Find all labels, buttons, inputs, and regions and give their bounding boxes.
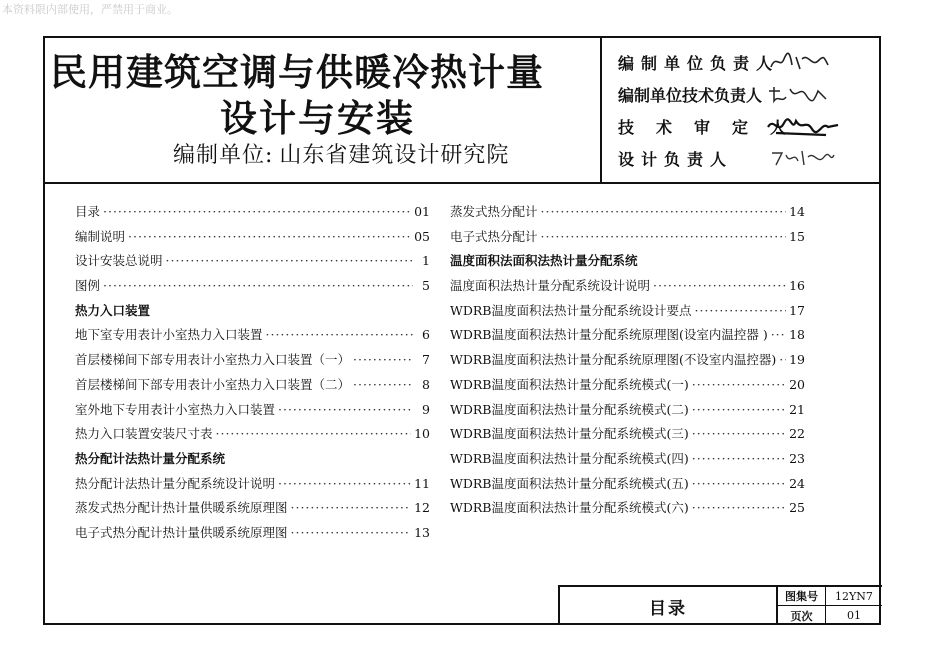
toc-entry-page: 18 [789,327,805,343]
toc-leader-dots [291,500,412,515]
toc-leader-dots [128,229,411,244]
toc-entry [75,375,430,400]
toc-section-heading [75,449,430,474]
toc-entry [450,424,805,449]
toc-entry-title: WDRB温度面积法热计量分配系统模式(二) [450,401,689,417]
toc-leader-dots [103,204,411,219]
handwritten-signature [766,145,846,171]
toc-entry-title: WDRB温度面积法热计量分配系统模式(一) [450,376,689,392]
toc-entry-title: 图例 [75,278,101,294]
toc-entry-page: 22 [789,426,805,442]
toc-entry [450,375,805,400]
compiler-name: 山东省建筑设计研究院 [279,143,510,168]
atlas-number: 12YN7 [826,587,882,606]
toc-entry-title: 热力入口装置安装尺寸表 [75,426,213,442]
toc-entry [450,202,805,227]
toc-entry [75,400,430,425]
toc-entry-title: 热分配计法热计量分配系统设计说明 [75,475,276,491]
toc-leader-dots [692,377,786,392]
toc-entry-page: 12 [414,500,430,516]
toc-leader-dots [692,500,786,515]
page-number-label: 页次 [778,606,826,625]
toc-entry-page: 20 [789,376,805,392]
handwritten-signature [766,113,846,139]
toc-entry-title: 首层楼梯间下部专用表计小室热力入口装置（一） [75,352,351,368]
toc-entry-title: 电子式热分配计 [450,228,538,244]
toc-entry [450,498,805,523]
toc-entry [450,350,805,375]
toc-entry-page: 1 [422,253,430,269]
toc-leader-dots [692,426,786,441]
toc-leader-dots [353,352,413,367]
toc-entry-title: WDRB温度面积法热计量分配系统原理图(不设室内温控器) [450,352,777,368]
toc-entry-page: 23 [789,450,805,466]
toc-entry [450,449,805,474]
toc-entry-title: WDRB温度面积法热计量分配系统设计要点 [450,302,692,318]
header-divider [600,38,602,182]
atlas-title-line2: 设计与安装 [220,97,415,140]
signatory-role: 设计负责人 [618,149,734,169]
toc-section-heading [75,301,430,326]
signatory-row [618,110,846,142]
toc-leader-dots [692,451,786,466]
toc-entry [75,498,430,523]
page-number: 01 [847,609,861,622]
toc-leader-dots [692,402,786,417]
signatory-row [618,142,846,174]
toc-leader-dots [653,278,786,293]
toc-entry [450,400,805,425]
toc-entry-title: 目录 [75,204,101,219]
toc-entry-title: 地下室专用表计小室热力入口装置 [75,327,263,343]
toc-entry [450,325,805,350]
toc-entry-page: 17 [789,302,805,318]
toc-entry [450,227,805,252]
toc-entry-title: WDRB温度面积法热计量分配系统模式(六) [450,500,689,516]
signatory-row [618,46,846,78]
handwritten-signature [766,81,846,107]
compiler-line [173,138,509,169]
toc-leader-dots [692,476,786,491]
toc-entry-page: 8 [422,376,430,392]
signatory-block [618,46,846,174]
toc-entry [75,325,430,350]
toc-entry [450,301,805,326]
toc-entry-title: WDRB温度面积法热计量分配系统模式(三) [450,426,689,442]
toc-entry-title: 设计安装总说明 [75,253,163,269]
toc-entry [75,251,430,276]
handwritten-signature [766,49,846,75]
toc-right-column [450,202,805,523]
toc-entry-title: 室外地下专用表计小室热力入口装置 [75,401,276,417]
toc-entry-page: 24 [789,475,805,491]
toc-leader-dots [266,327,413,342]
toc-entry [75,202,430,227]
atlas-title-line1: 民用建筑空调与供暖冷热计量 [50,51,544,94]
toc-entry [75,227,430,252]
toc-left-column [75,202,430,548]
toc-entry-title: WDRB温度面积法热计量分配系统模式(四) [450,450,689,466]
sheet-title: 目录 [560,587,778,625]
toc-entry-title: 编制说明 [75,228,126,244]
toc-entry-page: 9 [422,401,430,417]
signatory-role: 编制单位负责人 [618,53,780,73]
toc-entry-title: 热力入口装置 [75,302,151,318]
toc-leader-dots [216,426,412,441]
toc-entry-page: 15 [789,228,805,244]
toc-entry-page: 10 [414,426,430,442]
toc-entry [75,276,430,301]
toc-leader-dots [694,303,786,318]
toc-entry-title: 热分配计法热计量分配系统 [75,450,226,466]
toc-entry-title: 电子式热分配计热计量供暖系统原理图 [75,524,288,540]
toc-entry-page: 19 [789,352,805,368]
header-bottom-rule [45,182,879,184]
signatory-row [618,78,846,110]
toc-entry-title: 蒸发式热分配计热计量供暖系统原理图 [75,500,288,516]
atlas-number-label: 图集号 [778,587,826,606]
toc-entry [450,276,805,301]
toc-leader-dots [771,327,786,342]
toc-entry [75,523,430,548]
toc-entry-title: 温度面积法热计量分配系统设计说明 [450,278,651,294]
toc-entry-page: 11 [414,475,430,491]
toc-entry-title: WDRB温度面积法热计量分配系统原理图(设室内温控器 ) [450,327,768,343]
toc-entry-title: 首层楼梯间下部专用表计小室热力入口装置（二） [75,376,351,392]
toc-entry [75,424,430,449]
toc-entry [450,474,805,499]
watermark-text: 本资料限内部使用，严禁用于商业。 [2,3,178,16]
toc-section-heading [450,251,805,276]
toc-leader-dots [291,525,412,540]
toc-entry-page: 5 [422,278,430,294]
toc-leader-dots [541,204,787,219]
compiler-label: 编制单位: [173,143,274,168]
toc-leader-dots [278,476,411,491]
signatory-role: 技术审定人 [618,117,809,137]
toc-leader-dots [166,253,413,268]
toc-leader-dots [103,278,413,293]
toc-entry [75,474,430,499]
toc-leader-dots [278,402,413,417]
signatory-role: 编制单位技术负责人 [618,85,763,105]
toc-entry-page: 16 [789,278,805,294]
toc-entry-page: 25 [789,500,805,516]
toc-entry [75,350,430,375]
toc-entry-title: WDRB温度面积法热计量分配系统模式(五) [450,475,689,491]
toc-entry-title: 蒸发式热分配计 [450,204,538,219]
toc-entry-page: 21 [789,401,805,417]
title-block [558,585,882,625]
toc-leader-dots [541,229,787,244]
toc-entry-page: 7 [422,352,430,368]
toc-entry-page: 05 [414,228,430,244]
toc-entry-title: 温度面积法面积法热计量分配系统 [450,253,638,269]
toc-leader-dots [353,377,413,392]
toc-entry-page: 13 [414,524,430,540]
toc-entry-page: 01 [414,204,430,219]
toc-entry-page: 14 [789,204,805,219]
toc-leader-dots [779,352,786,367]
toc-entry-page: 6 [422,327,430,343]
